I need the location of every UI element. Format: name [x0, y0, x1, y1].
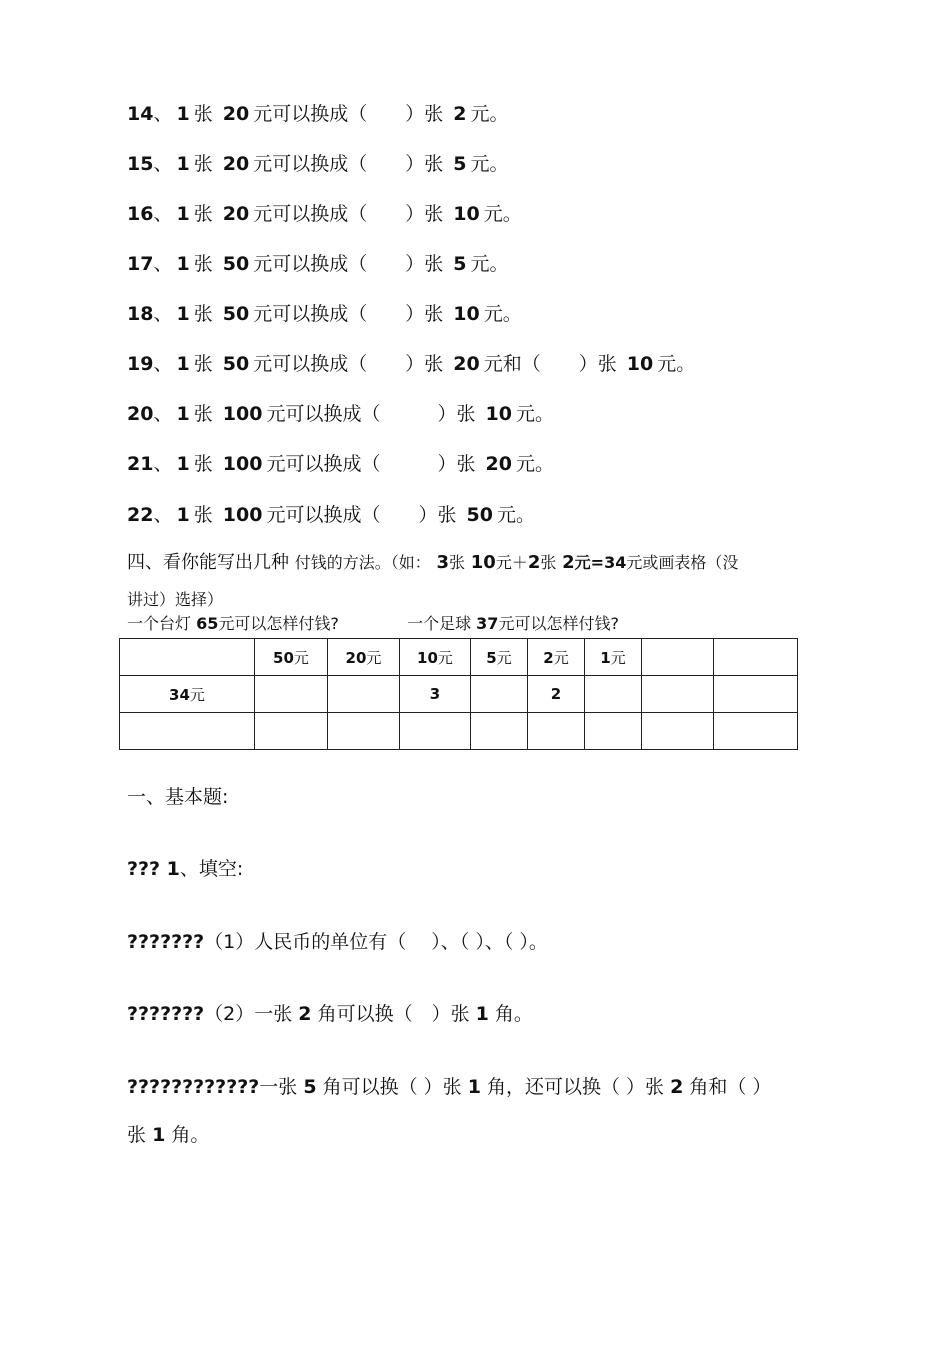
- question-22: 22、 1 张 100 元可以换成（ ）张 50 元。: [127, 504, 535, 526]
- table-cell: 10元: [400, 639, 471, 676]
- table-cell: [328, 676, 400, 713]
- table-cell: [642, 713, 714, 750]
- table-cell: [642, 676, 714, 713]
- table-cell: 3: [400, 676, 471, 713]
- table-cell: [255, 713, 328, 750]
- table-cell: 20元: [328, 639, 400, 676]
- question-units: ???????（1）人民币的单位有（ ）、（ ）、（ ）。: [127, 931, 548, 953]
- question-18: 18、 1 张 50 元可以换成（ ）张 10 元。: [127, 303, 522, 325]
- table-header-row: [120, 639, 798, 676]
- table-cell: 1元: [585, 639, 642, 676]
- question-16: 16、 1 张 20 元可以换成（ ）张 10 元。: [127, 203, 522, 225]
- table-cell: [714, 676, 798, 713]
- table-cell: [714, 713, 798, 750]
- table-cell: [528, 713, 585, 750]
- table-cell: [471, 676, 528, 713]
- question-19: 19、 1 张 50 元可以换成（ ）张 20 元和（ ）张 10 元。: [127, 353, 696, 375]
- table-cell: 5元: [471, 639, 528, 676]
- question-21: 21、 1 张 100 元可以换成（ ）张 20 元。: [127, 453, 554, 475]
- table-cell: [120, 639, 255, 676]
- table-cell: [328, 713, 400, 750]
- question-5jiao: ????????????一张 5 角可以换（ ）张 1 角，还可以换（ ）张 2 角和（ ）: [127, 1076, 772, 1098]
- question-17: 17、 1 张 50 元可以换成（ ）张 5 元。: [127, 253, 509, 275]
- table-cell: [585, 713, 642, 750]
- question-15: 15、 1 张 20 元可以换成（ ）张 5 元。: [127, 153, 509, 175]
- question-14: 14、 1 张 20 元可以换成（ ）张 2 元。: [127, 103, 509, 125]
- table-cell: 2元: [528, 639, 585, 676]
- question-5jiao-cont: 张 1 角。: [127, 1124, 210, 1146]
- table-cell: 50元: [255, 639, 328, 676]
- table-cell: [714, 639, 798, 676]
- fill-in-heading: ??? 1、填空:: [127, 858, 244, 880]
- question-2jiao: ???????（2）一张 2 角可以换（ ）张 1 角。: [127, 1003, 533, 1025]
- table-row: [120, 713, 798, 750]
- section4-prompts: 一个台灯 65元可以怎样付钱? 一个足球 37元可以怎样付钱?: [127, 614, 619, 633]
- section4-heading: 四、看你能写出几种 付钱的方法。（如： 3张 10元＋2张 2元=34元或画表格（没: [127, 552, 739, 573]
- section4-heading-cont: 讲过）选择）: [127, 590, 224, 609]
- table-cell: [400, 713, 471, 750]
- table-cell: [471, 713, 528, 750]
- question-20: 20、 1 张 100 元可以换成（ ）张 10 元。: [127, 403, 554, 425]
- table-cell: [255, 676, 328, 713]
- table-cell: [585, 676, 642, 713]
- table-row: [120, 676, 798, 713]
- table-cell: 34元: [120, 676, 255, 713]
- table-cell: [120, 713, 255, 750]
- table-cell: 2: [528, 676, 585, 713]
- section1-heading: 一、基本题:: [127, 786, 229, 808]
- table-cell: [642, 639, 714, 676]
- payment-table: [119, 638, 798, 750]
